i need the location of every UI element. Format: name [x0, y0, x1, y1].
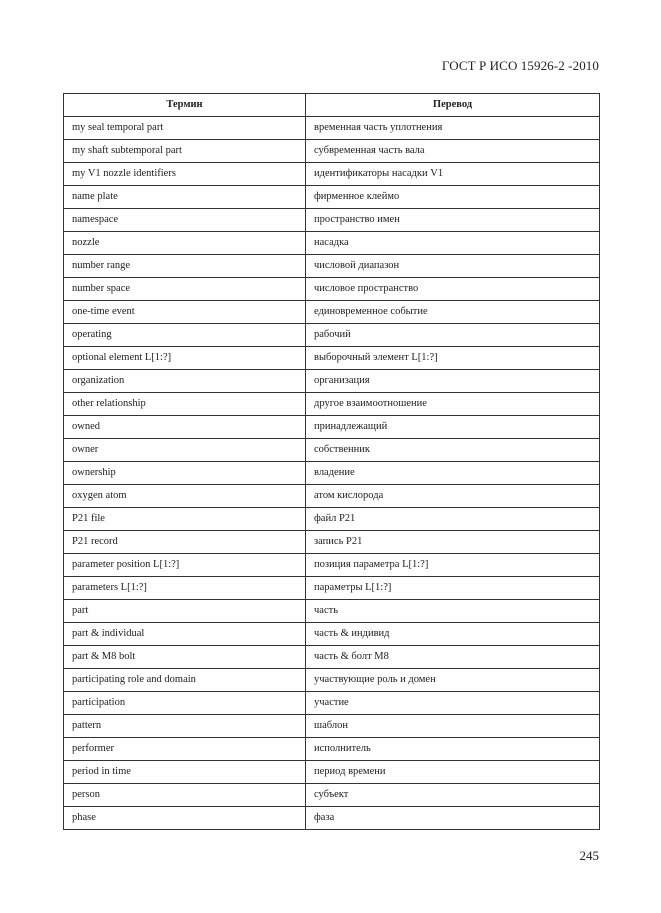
- table-row: [64, 186, 600, 209]
- table-row: [64, 439, 600, 462]
- term-cell: part & M8 bolt: [64, 646, 306, 669]
- translation-cell: период времени: [306, 761, 600, 784]
- translation-cell: субъект: [306, 784, 600, 807]
- table-row: [64, 692, 600, 715]
- translation-cell: параметры L[1:?]: [306, 577, 600, 600]
- table-row: [64, 669, 600, 692]
- table-row: [64, 761, 600, 784]
- term-cell: part & individual: [64, 623, 306, 646]
- translation-cell: рабочий: [306, 324, 600, 347]
- translation-cell: пространство имен: [306, 209, 600, 232]
- translation-cell: шаблон: [306, 715, 600, 738]
- table-row: [64, 485, 600, 508]
- table-row: [64, 347, 600, 370]
- table-row: [64, 255, 600, 278]
- table-row: [64, 623, 600, 646]
- table-row: [64, 462, 600, 485]
- column-header-term: Термин: [64, 94, 306, 117]
- term-cell: number space: [64, 278, 306, 301]
- term-cell: optional element L[1:?]: [64, 347, 306, 370]
- table-row: [64, 600, 600, 623]
- term-cell: organization: [64, 370, 306, 393]
- table-row: [64, 117, 600, 140]
- table-row: [64, 554, 600, 577]
- translation-cell: владение: [306, 462, 600, 485]
- term-cell: one-time event: [64, 301, 306, 324]
- term-cell: nozzle: [64, 232, 306, 255]
- translation-cell: идентификаторы насадки V1: [306, 163, 600, 186]
- term-cell: other relationship: [64, 393, 306, 416]
- term-cell: phase: [64, 807, 306, 830]
- table-row: [64, 301, 600, 324]
- table-row: [64, 715, 600, 738]
- term-cell: parameter position L[1:?]: [64, 554, 306, 577]
- table-row: [64, 163, 600, 186]
- table-row: [64, 232, 600, 255]
- translation-cell: участие: [306, 692, 600, 715]
- table-header: [64, 94, 600, 117]
- translation-cell: часть & индивид: [306, 623, 600, 646]
- translation-cell: участвующие роль и домен: [306, 669, 600, 692]
- translation-cell: организация: [306, 370, 600, 393]
- translation-cell: файл P21: [306, 508, 600, 531]
- term-cell: part: [64, 600, 306, 623]
- translation-cell: другое взаимоотношение: [306, 393, 600, 416]
- table-row: [64, 784, 600, 807]
- term-cell: namespace: [64, 209, 306, 232]
- translation-cell: временная часть уплотнения: [306, 117, 600, 140]
- translation-cell: запись P21: [306, 531, 600, 554]
- column-header-translation: Перевод: [306, 94, 600, 117]
- translation-cell: фирменное клеймо: [306, 186, 600, 209]
- translation-cell: субвременная часть вала: [306, 140, 600, 163]
- translation-cell: единовременное событие: [306, 301, 600, 324]
- translation-cell: числовой диапазон: [306, 255, 600, 278]
- term-cell: participating role and domain: [64, 669, 306, 692]
- table-row: [64, 324, 600, 347]
- term-cell: pattern: [64, 715, 306, 738]
- term-cell: my V1 nozzle identifiers: [64, 163, 306, 186]
- translation-cell: исполнитель: [306, 738, 600, 761]
- table-body: [64, 117, 600, 830]
- translation-cell: принадлежащий: [306, 416, 600, 439]
- page-number: 245: [579, 848, 599, 863]
- table-row: [64, 278, 600, 301]
- term-cell: period in time: [64, 761, 306, 784]
- term-cell: ownership: [64, 462, 306, 485]
- table-row: [64, 416, 600, 439]
- table-row: [64, 370, 600, 393]
- table-row: [64, 393, 600, 416]
- translation-cell: выборочный элемент L[1:?]: [306, 347, 600, 370]
- term-cell: P21 record: [64, 531, 306, 554]
- translation-cell: числовое пространство: [306, 278, 600, 301]
- translation-cell: позиция параметра L[1:?]: [306, 554, 600, 577]
- translation-cell: фаза: [306, 807, 600, 830]
- term-cell: owned: [64, 416, 306, 439]
- term-cell: oxygen atom: [64, 485, 306, 508]
- table-row: [64, 531, 600, 554]
- translation-cell: атом кислорода: [306, 485, 600, 508]
- term-cell: my shaft subtemporal part: [64, 140, 306, 163]
- table-row: [64, 577, 600, 600]
- term-cell: name plate: [64, 186, 306, 209]
- term-cell: parameters L[1:?]: [64, 577, 306, 600]
- term-cell: my seal temporal part: [64, 117, 306, 140]
- translation-cell: собственник: [306, 439, 600, 462]
- translation-cell: часть & болт M8: [306, 646, 600, 669]
- table-row: [64, 209, 600, 232]
- term-cell: owner: [64, 439, 306, 462]
- document-standard-header: ГОСТ Р ИСО 15926-2 -2010: [441, 58, 599, 73]
- term-cell: P21 file: [64, 508, 306, 531]
- table-row: [64, 807, 600, 830]
- table-row: [64, 508, 600, 531]
- translation-cell: часть: [306, 600, 600, 623]
- term-cell: performer: [64, 738, 306, 761]
- term-cell: participation: [64, 692, 306, 715]
- table-row: [64, 738, 600, 761]
- table-header-row: [64, 94, 600, 117]
- term-cell: person: [64, 784, 306, 807]
- table-row: [64, 140, 600, 163]
- table-row: [64, 646, 600, 669]
- glossary-table: [63, 93, 600, 830]
- term-cell: operating: [64, 324, 306, 347]
- term-cell: number range: [64, 255, 306, 278]
- translation-cell: насадка: [306, 232, 600, 255]
